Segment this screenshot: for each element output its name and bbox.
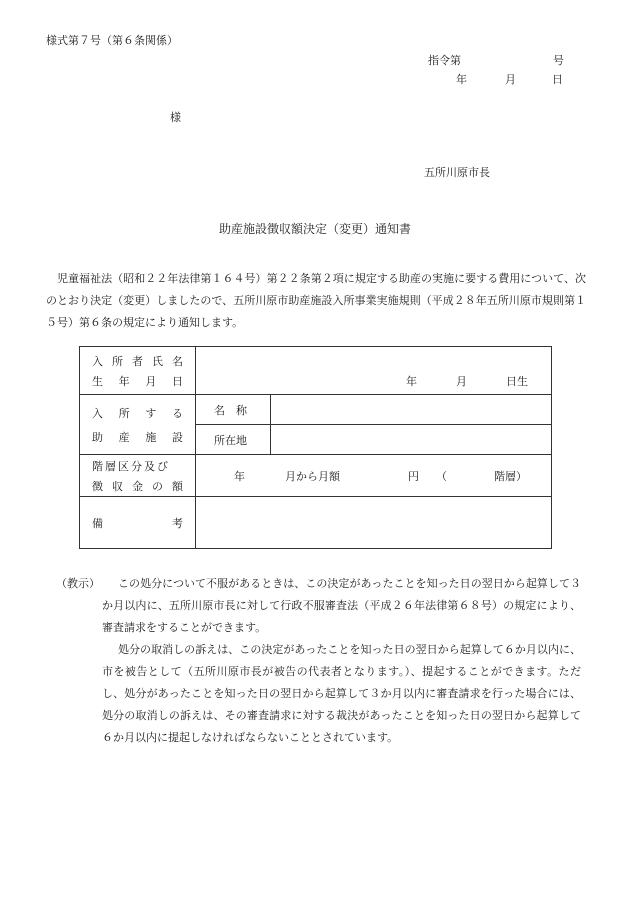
table-row bbox=[80, 497, 552, 549]
fee-month-label: 月から月額 bbox=[285, 469, 340, 483]
fee-label-line1: 階層区分及び bbox=[92, 459, 170, 473]
facility-label-cell bbox=[80, 395, 196, 455]
facility-address-label: 所在地 bbox=[196, 425, 271, 455]
instruction-label: （教示） bbox=[56, 577, 100, 590]
date-year-label: 年 bbox=[456, 73, 467, 86]
issuer: 五所川原市長 bbox=[424, 166, 490, 179]
fee-label-line2: 徴 収 金 の 額 bbox=[92, 479, 183, 493]
facility-name-value[interactable] bbox=[271, 395, 552, 425]
facility-address-value[interactable] bbox=[271, 425, 552, 455]
name-birth-label-cell bbox=[80, 347, 196, 395]
instruction-section bbox=[56, 573, 581, 749]
directive-number-suffix: 号 bbox=[553, 54, 564, 67]
fee-yen-label: 円 bbox=[408, 469, 419, 483]
date-month-label: 月 bbox=[505, 73, 516, 86]
resident-name-label: 入 所 者 氏 名 bbox=[92, 354, 183, 368]
birth-date-label: 生 年 月 日 bbox=[92, 374, 183, 388]
facility-label-line2: 助 産 施 設 bbox=[92, 430, 183, 444]
birth-year-label: 年 bbox=[406, 374, 417, 388]
table-row bbox=[80, 455, 552, 497]
remarks-value[interactable] bbox=[196, 497, 552, 549]
table-row bbox=[80, 395, 552, 425]
addressee-honorific: 様 bbox=[170, 111, 181, 124]
facility-label-line1: 入 所 す る bbox=[92, 406, 183, 420]
birth-day-label: 日生 bbox=[506, 374, 528, 388]
fee-value-cell[interactable] bbox=[196, 455, 552, 497]
table-row bbox=[80, 347, 552, 395]
facility-name-label: 名 称 bbox=[196, 395, 271, 425]
instruction-paragraph-1: この処分について不服があるときは、この決定があったことを知った日の翌日から起算して３か月以内に、五所川原市長に対して行政不服審査法（平成２６年法律第６８号）の規定により、審査請求をすることができます。 bbox=[102, 577, 581, 634]
fee-tier-label: 階層） bbox=[494, 469, 527, 483]
form-number: 様式第７号（第６条関係） bbox=[46, 34, 178, 47]
instruction-paragraph-2: 処分の取消しの訴えは、この決定があったことを知った日の翌日から起算して６か月以内に、市を被告として（五所川原市長が被告の代表者となります。）、提起することができます。ただし、処分があったことを知った日の翌日から起算して３か月以内に審査請求を行った場合には、処分の取消しの訴えは、その審査請求に対する裁決があったことを知った日の翌日から起算して６か月以内に提起しなければならないこととされています。 bbox=[102, 643, 581, 744]
birth-month-label: 月 bbox=[456, 374, 467, 388]
fee-year-label: 年 bbox=[234, 469, 245, 483]
info-table bbox=[79, 346, 552, 549]
document-title: 助産施設徴収額決定（変更）通知書 bbox=[218, 222, 411, 236]
fee-paren-open: （ bbox=[436, 469, 447, 483]
remarks-label: 備 考 bbox=[92, 516, 183, 530]
name-birth-value-cell[interactable] bbox=[196, 347, 552, 395]
directive-number-label: 指令第 bbox=[428, 54, 461, 67]
body-paragraph: 児童福祉法（昭和２２年法律第１６４号）第２２条第２項に規定する助産の実施に要する費用について、次のとおり決定（変更）しましたので、五所川原市助産施設入所事業実施規則（平成２８年五所川原市規則第１５号）第６条の規定により通知します。 bbox=[46, 272, 586, 329]
date-day-label: 日 bbox=[552, 73, 563, 86]
fee-label-cell bbox=[80, 455, 196, 497]
remarks-label-cell bbox=[80, 497, 196, 549]
